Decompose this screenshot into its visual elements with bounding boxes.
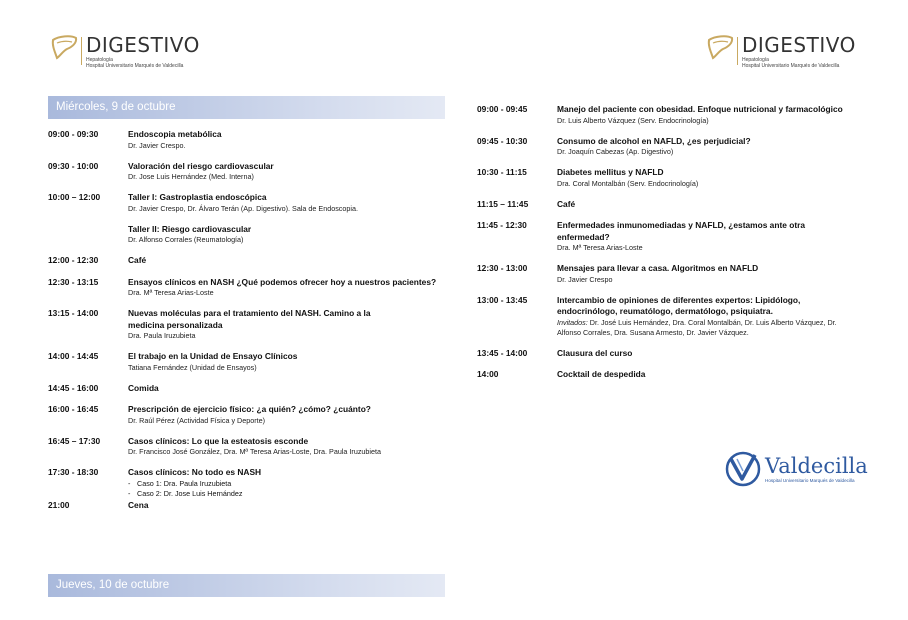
- session-time: 11:45 - 12:30: [477, 220, 527, 230]
- valdecilla-subtitle: Hospital Universitario Marqués de Valdecilla: [765, 478, 855, 483]
- session-speaker: Dr. Javier Crespo, Dr. Álvaro Terán (Ap. Digestivo). Sala de Endoscopia.: [128, 203, 358, 213]
- session-time: 14:00: [477, 369, 499, 379]
- session-title: Comida: [128, 382, 159, 393]
- session-speaker: Tatiana Fernández (Unidad de Ensayos): [128, 362, 257, 372]
- session-title: Ensayos clínicos en NASH ¿Qué podemos ofrecer hoy a nuestros pacientes?: [128, 276, 437, 287]
- session-speaker: Dra. Mª Teresa Arias-Loste: [557, 243, 643, 252]
- schedule-row: [48, 129, 438, 151]
- session-time: 14:00 - 14:45: [48, 351, 99, 361]
- digestivo-logo-right: [707, 34, 856, 69]
- case-item: - Caso 1: Dra. Paula Iruzubieta: [128, 478, 232, 488]
- session-title: Manejo del paciente con obesidad. Enfoque nutricional y farmacológico: [557, 104, 843, 114]
- schedule-row: [477, 220, 862, 253]
- session-title: Enfermedades inmunomediadas y NAFLD, ¿estamos ante otra enfermedad?: [557, 220, 806, 242]
- session-time: 10:30 - 11:15: [477, 167, 527, 177]
- session-speaker: Dr. Joaquín Cabezas (Ap. Digestivo): [557, 147, 674, 156]
- logo-brand: DIGESTIVO: [742, 33, 856, 57]
- session-time: 17:30 - 18:30: [48, 467, 99, 477]
- schedule-row: [477, 136, 862, 158]
- day-header-wednesday: Miércoles, 9 de octubre: [48, 96, 445, 119]
- schedule-row: [48, 255, 438, 267]
- session-title: Café: [128, 255, 147, 265]
- session-time: 12:30 - 13:00: [477, 263, 528, 273]
- schedule-row: [477, 199, 862, 211]
- session-time: 09:00 - 09:45: [477, 104, 528, 114]
- logo-subtitle-2: Hospital Universitario Marqués de Valdecilla: [86, 63, 184, 69]
- schedule-row: [48, 383, 438, 395]
- guests-label: Invitados:: [557, 317, 588, 327]
- session-time: 12:00 - 12:30: [48, 255, 99, 265]
- schedule-row: [48, 277, 438, 299]
- digestivo-logo-left: [51, 34, 200, 69]
- schedule-row: [48, 500, 438, 512]
- logo-brand: DIGESTIVO: [86, 33, 200, 57]
- schedule-row: [477, 104, 862, 126]
- valdecilla-emblem-icon: [723, 449, 763, 489]
- session-speaker: Dr. Jose Luis Hernández (Med. Interna): [128, 172, 254, 181]
- valdecilla-name: Valdecilla: [765, 454, 868, 478]
- session-title: Cena: [128, 499, 149, 510]
- session-time: 13:45 - 14:00: [477, 347, 528, 358]
- session-speaker: Dra. Coral Montalbán (Serv. Endocrinología): [557, 178, 699, 188]
- session-title: Diabetes mellitus y NAFLD: [557, 167, 664, 177]
- schedule-row: [48, 351, 438, 373]
- liver-icon: [707, 34, 734, 60]
- session-title: El trabajo en la Unidad de Ensayo Clínicos: [128, 351, 298, 361]
- schedule-row: [477, 167, 862, 189]
- session-title: Valoración del riesgo cardiovascular: [128, 160, 274, 171]
- schedule-row: [477, 369, 862, 381]
- session-speaker: Dr. Raúl Pérez (Actividad Física y Deporte): [128, 415, 266, 425]
- session-time: 12:30 - 13:15: [48, 276, 99, 287]
- session-title: Mensajes para llevar a casa. Algoritmos en NAFLD: [557, 263, 759, 273]
- session-time: 09:00 - 09:30: [48, 129, 99, 139]
- case-item-text: Caso 1: Dra. Paula Iruzubieta: [137, 478, 232, 488]
- schedule-row: [48, 404, 438, 426]
- case-item: - Caso 2: Dr. Jose Luis Hernández: [128, 488, 243, 498]
- session-title: Clausura del curso: [557, 347, 633, 358]
- session-title-2: Taller II: Riesgo cardiovascular: [128, 223, 252, 234]
- schedule-row: [477, 295, 862, 338]
- session-time: 16:00 - 16:45: [48, 404, 99, 414]
- schedule-row: [48, 308, 438, 341]
- session-time: 09:45 - 10:30: [477, 135, 528, 146]
- session-speaker: Dr. Javier Crespo.: [128, 140, 186, 150]
- session-title: Nuevas moléculas para el tratamiento del NASH. Camino a la medicina personalizada: [128, 308, 371, 330]
- session-speaker: Dr. Francisco José González, Dra. Mª Teresa Arias-Loste, Dra. Paula Iruzubieta: [128, 447, 381, 456]
- session-title: Cocktail de despedida: [557, 369, 646, 379]
- session-title: Casos clínicos: Lo que la esteatosis esconde: [128, 435, 309, 446]
- session-time: 13:15 - 14:00: [48, 308, 99, 318]
- session-title: Taller I: Gastroplastia endoscópica: [128, 192, 267, 202]
- session-speaker-2: Dr. Alfonso Corrales (Reumatología): [128, 235, 244, 244]
- session-speaker: Dra. Mª Teresa Arias-Loste: [128, 288, 214, 297]
- session-title: Endoscopia metabólica: [128, 129, 222, 139]
- day-header-thursday: Jueves, 10 de octubre: [48, 574, 445, 597]
- session-time: 16:45 – 17:30: [48, 435, 101, 446]
- session-title: Casos clínicos: No todo es NASH: [128, 467, 262, 477]
- schedule-row: [48, 436, 438, 458]
- case-item-text: Caso 2: Dr. Jose Luis Hernández: [137, 488, 243, 498]
- schedule-left-column: [48, 129, 438, 521]
- session-title: Prescripción de ejercicio físico: ¿a quién? ¿cómo? ¿cuánto?: [128, 404, 371, 414]
- liver-icon: [51, 34, 78, 60]
- schedule-row: [477, 263, 862, 285]
- session-title: Intercambio de opiniones de diferentes expertos: Lipidólogo, endocrinólogo, reumatólogo, dermatólogo, psiquiatra.: [557, 294, 801, 316]
- session-time: 10:00 – 12:00: [48, 192, 101, 202]
- logo-subtitle-2: Hospital Universitario Marqués de Valdecilla: [742, 63, 840, 69]
- valdecilla-logo: [723, 449, 868, 489]
- logo-subtitle-1: Hepatología: [742, 57, 769, 63]
- schedule-row: [48, 467, 438, 499]
- session-speaker: Dra. Paula Iruzubieta: [128, 331, 196, 340]
- session-title: Café: [557, 198, 576, 209]
- session-speaker: Dr. Luis Alberto Vázquez (Serv. Endocrinología): [557, 115, 709, 125]
- logo-subtitle-1: Hepatología: [86, 57, 113, 63]
- session-time: 14:45 - 16:00: [48, 382, 99, 393]
- session-guests: [557, 318, 842, 338]
- schedule-row: [48, 161, 438, 183]
- session-time: 13:00 - 13:45: [477, 294, 528, 305]
- session-speaker: Dr. Javier Crespo: [557, 274, 613, 284]
- session-time: 21:00: [48, 499, 70, 510]
- session-time: 11:15 – 11:45: [477, 198, 529, 209]
- session-time: 09:30 - 10:00: [48, 160, 99, 171]
- schedule-right-column: [477, 104, 862, 391]
- guests-list: Dr. José Luis Hernández, Dra. Coral Montalbán, Dr. Luis Alberto Vázquez, Dr. Alfonso Corrales, Dra. Susana Armesto, Dr. Javier Vázquez.: [557, 317, 837, 337]
- schedule-row: [48, 192, 438, 245]
- schedule-row: [477, 348, 862, 360]
- session-title: Consumo de alcohol en NAFLD, ¿es perjudicial?: [557, 135, 751, 146]
